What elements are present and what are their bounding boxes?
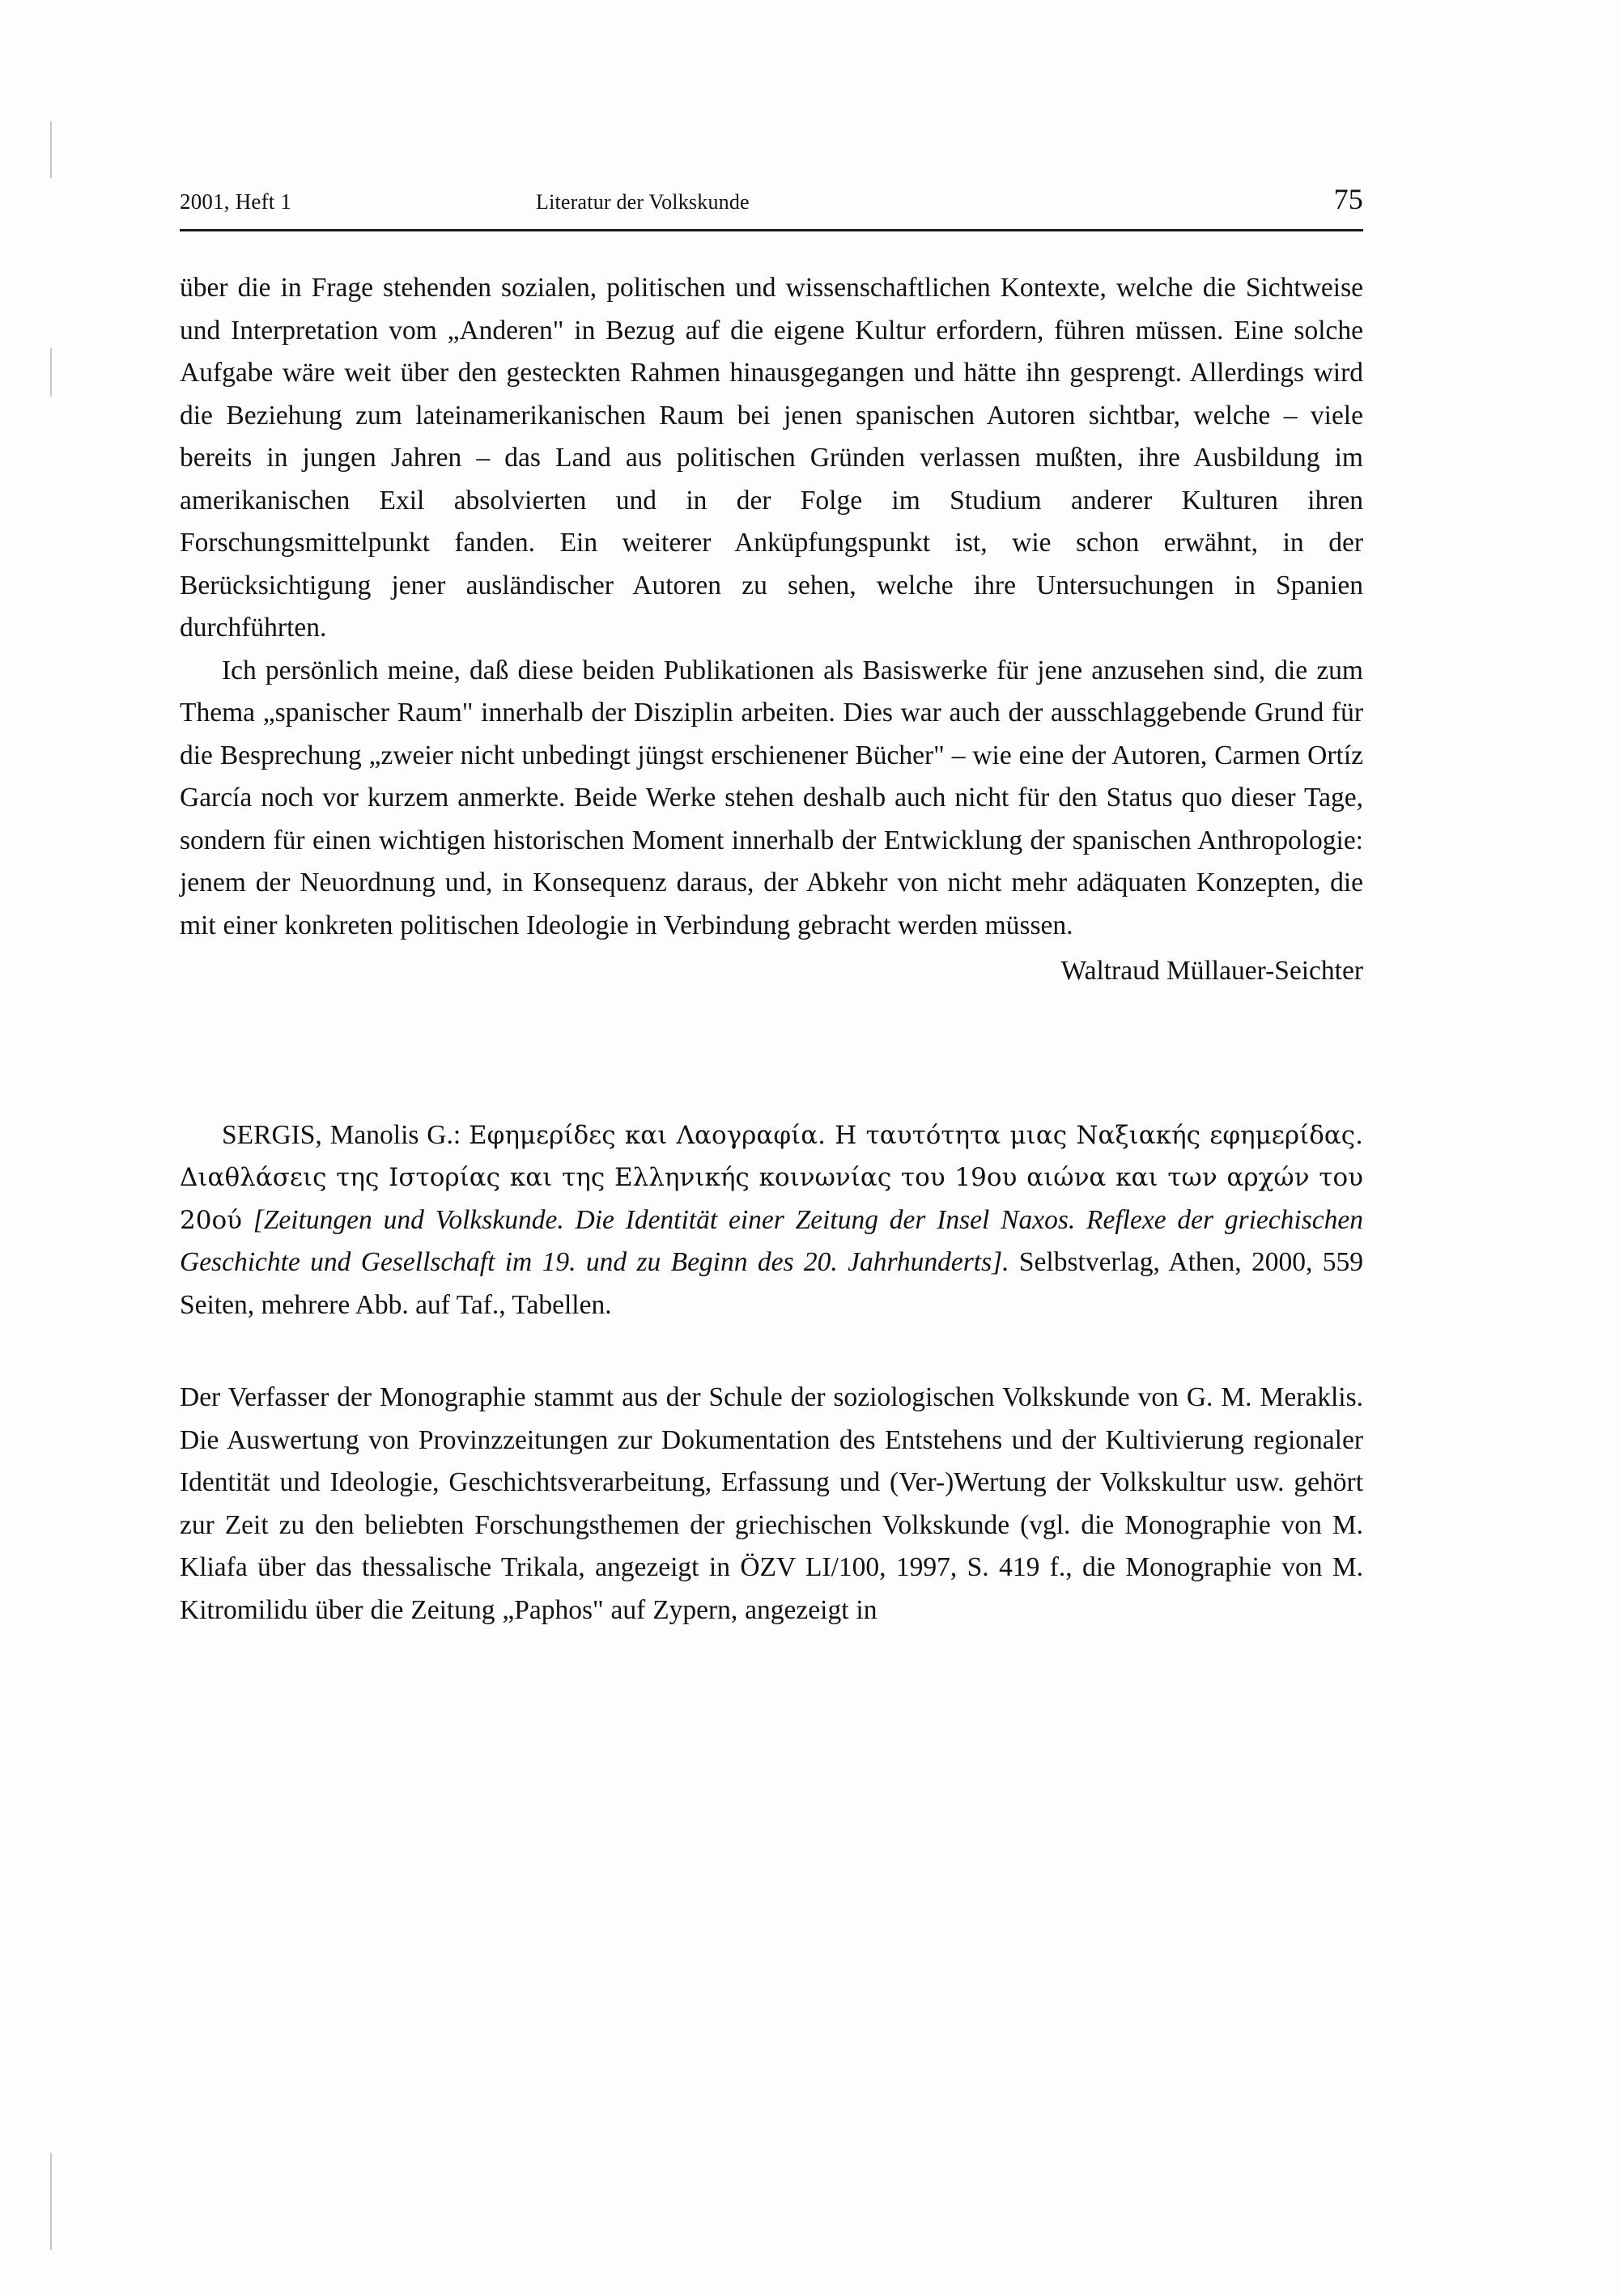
review-signature: Waltraud Müllauer-Seichter [1060,956,1363,986]
scan-artifact [50,121,52,178]
review-entry-heading [180,1114,1363,1327]
scan-artifact [50,2153,52,2250]
scan-artifact [50,348,52,397]
entry-greek-title: Εφημερίδες και Λαογραφία. Η ταυτότητα μιας Ναξιακής εφημερίδας. Διαθλάσεις της Ιστορίας και της Ελληνικής κοινωνίας του 19ου αιώνα και των αρχών του 20ού [180,1120,1364,1235]
entry-german-title: [Zeitungen und Volkskunde. Die Identität einer Zeitung der Insel Naxos. Reflexe der griechischen Geschichte und Gesellschaft im 19. und zu Beginn des 20. Jahrhunderts]. [180,1204,1363,1277]
paragraph-conclusion: Ich persönlich meine, daß diese beiden Publikationen als Basiswerke für jene anzusehen sind, die zum Thema „spanischer Raum" innerhalb der Disziplin arbeiten. Dies war auch der ausschlaggebende Grund für die Besprechung „zweier nicht unbedingt jüngst erschienener Bücher" – wie eine der Autoren, Carmen Ortíz García noch vor kurzem anmerkte. Beide Werke stehen deshalb auch nicht für den Status quo dieser Tage, sondern für einen wichtigen historischen Moment innerhalb der Entwicklung der spanischen Anthropologie: jenem der Neuordnung und, in Konsequenz daraus, der Abkehr von nicht mehr adäquaten Konzepten, die mit einer konkreten politischen Ideologie in Verbindung gebracht werden müssen. [180,655,1363,940]
entry-author: SERGIS, Manolis G.: [222,1119,461,1150]
page-content [180,182,1363,1632]
review-body-paragraph: Der Verfasser der Monographie stammt aus der Schule der soziologischen Volkskunde von G. M. Meraklis. Die Auswertung von Provinzzeitungen zur Dokumentation des Entstehens und der Kultivierung regionaler Identität und Ideologie, Geschichtsverarbeitung, Erfassung und (Ver-)Wertung der Volkskultur usw. gehört zur Zeit zu den beliebten Forschungsthemen der griechischen Volkskunde (vgl. die Monographie von M. Kliafa über das thessalische Trikala, angezeigt in ÖZV LI/100, 1997, S. 419 f., die Monographie von M. Kitromilidu über die Zeitung „Paphos" auf Zypern, angezeigt in [180,1382,1363,1625]
issue-label: 2001, Heft 1 [180,189,292,214]
paragraph-continuation: über die in Frage stehenden sozialen, politischen und wissenschaftlichen Kontexte, welche die Sichtweise und Interpretation vom „Anderen" in Bezug auf die eigene Kultur erfordern, führen müssen. Eine solche Aufgabe wäre weit über den gesteckten Rahmen hinausgegangen und hätte ihn gesprengt. Allerdings wird die Beziehung zum lateinamerikanischen Raum bei jenen spanischen Autoren sichtbar, welche – viele bereits in jungen Jahren – das Land aus politischen Gründen verlassen mußten, ihre Ausbildung im amerikanischen Exil absolvierten und in der Folge im Studium anderer Kulturen ihren Forschungsmittelpunkt fanden. Ein weiterer Anküpfungspunkt ist, wie schon erwähnt, in der Berücksichtigung jener ausländischer Autoren zu sehen, welche ihre Untersuchungen in Spanien durchführten. [180,273,1363,643]
section-spacer [180,993,1363,1114]
header-rule [180,229,1363,231]
entry-imprint: Selbstverlag, Athen, 2000, 559 Seiten, mehrere Abb. auf Taf., Tabellen. [180,1247,1363,1320]
section-title: Literatur der Volkskunde [536,190,750,214]
running-head [180,182,1363,218]
page-number: 75 [1333,183,1363,215]
entry-spacer [180,1326,1363,1377]
